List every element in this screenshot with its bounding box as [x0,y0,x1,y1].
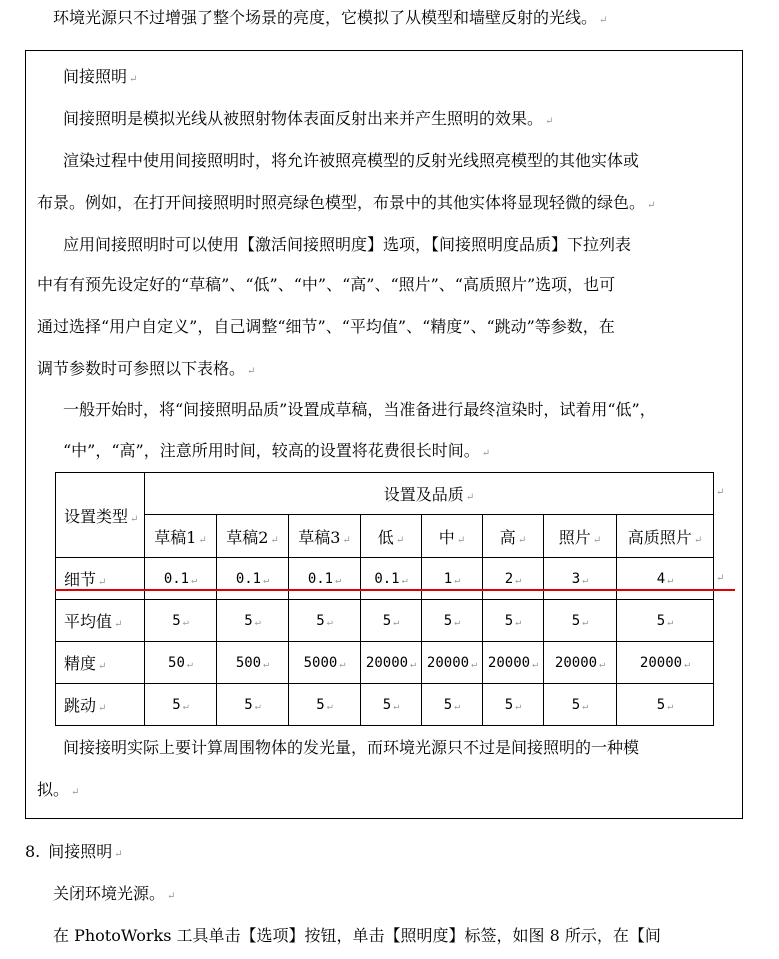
table-cell: 50 ↵ [145,642,217,684]
table-group-header: 设置及品质 ↵ [145,473,714,515]
row-label: 跳动 ↵ [56,684,145,726]
table-cell: 4 ↵ [617,558,714,600]
column-header: 照片 ↵ [544,515,617,558]
box-paragraph-3-line-4: 调节参数时可参照以下表格。 ↵ [37,359,256,378]
table-cell: 3 ↵ [544,558,617,600]
table-row [56,642,714,684]
table-cell: 1 ↵ [422,558,483,600]
table-row [56,558,714,600]
section-paragraph-2: 在 PhotoWorks 工具单击【选项】按钮，单击【照明度】标签，如图 8 所示，在【间 [53,926,661,945]
column-header: 高 ↵ [483,515,544,558]
box-paragraph-5-line-1: 间接接明实际上要计算周围物体的发光量，而环境光源只不过是间接照明的一种模 [63,738,640,757]
table-cell: 5 ↵ [289,600,361,642]
table-cell: 5 ↵ [483,600,544,642]
table-cell: 5 ↵ [617,684,714,726]
table-cell: 5 ↵ [361,600,422,642]
table-cell: 20000 ↵ [617,642,714,684]
table-cell: 0.1 ↵ [289,558,361,600]
table-cell: 5 ↵ [217,600,289,642]
table-cell: 5 ↵ [483,684,544,726]
column-header: 低 ↵ [361,515,422,558]
table-cell: 0.1 ↵ [361,558,422,600]
table-cell: 5 ↵ [145,600,217,642]
table-cell: 20000 ↵ [483,642,544,684]
column-header: 草稿2 ↵ [217,515,289,558]
box-paragraph-3-line-3: 通过选择“用户自定义”，自己调整“细节”、“平均值”、“精度”、“跳动”等参数，在 [37,317,615,336]
lighting-quality-table [55,472,714,726]
table-cell: 2 ↵ [483,558,544,600]
table-cell: 5 ↵ [217,684,289,726]
table-row [56,684,714,726]
table-cell: 20000 ↵ [361,642,422,684]
box-paragraph-3-line-2: 中有有预先设定好的“草稿”、“低”、“中”、“高”、“照片”、“高质照片”选项，也可 [37,275,616,294]
table-cell: 5 ↵ [361,684,422,726]
table-cell: 5 ↵ [422,684,483,726]
intro-line: 环境光源只不过增强了整个场景的亮度，它模拟了从模型和墙壁反射的光线。 ↵ [53,8,608,27]
table-cell: 5 ↵ [145,684,217,726]
table-cell: 5 ↵ [422,600,483,642]
table-cell: 5 ↵ [544,600,617,642]
table-cell: 5000 ↵ [289,642,361,684]
column-header: 草稿3 ↵ [289,515,361,558]
section-heading: 8. 间接照明 ↵ [25,842,123,861]
table-cell: 5 ↵ [617,600,714,642]
table-cell: 5 ↵ [544,684,617,726]
table-cell: 500 ↵ [217,642,289,684]
red-underline [55,589,735,591]
row-end-mark: ↵ [716,487,725,498]
box-paragraph-2-line-1: 渲染过程中使用间接照明时，将允许被照亮模型的反射光线照亮模型的其他实体或 [63,151,640,170]
table-cell: 5 ↵ [289,684,361,726]
box-paragraph-2-line-2: 布景。例如，在打开间接照明时照亮绿色模型，布景中的其他实体将显现轻微的绿色。 ↵ [37,193,656,212]
table-cell: 0.1 ↵ [217,558,289,600]
row-label: 精度 ↵ [56,642,145,684]
box-paragraph-4-line-1: 一般开始时，将“间接照明品质”设置成草稿，当准备进行最终渲染时，试着用“低”， [63,400,656,419]
table-cell: 20000 ↵ [544,642,617,684]
row-end-mark: ↵ [716,573,725,584]
row-label: 平均值 ↵ [56,600,145,642]
column-header: 高质照片 ↵ [617,515,714,558]
section-paragraph-1: 关闭环境光源。 ↵ [53,884,176,903]
row-label: 细节 ↵ [56,558,145,600]
table-row [56,600,714,642]
box-heading: 间接照明 ↵ [63,67,138,86]
table-cell: 0.1 ↵ [145,558,217,600]
box-paragraph-4-line-2: “中”，“高”，注意所用时间，较高的设置将花费很长时间。 ↵ [63,441,491,460]
table-cell: 20000 ↵ [422,642,483,684]
column-header: 中 ↵ [422,515,483,558]
box-paragraph-3-line-1: 应用间接照明时可以使用【激活间接照明度】选项，【间接照明度品质】下拉列表 [63,235,632,254]
column-header: 草稿1 ↵ [145,515,217,558]
box-paragraph-5-line-2: 拟。 ↵ [37,780,80,799]
table-corner-header: 设置类型 ↵ [56,473,145,558]
box-paragraph-1: 间接照明是模拟光线从被照射物体表面反射出来并产生照明的效果。 ↵ [63,109,554,128]
